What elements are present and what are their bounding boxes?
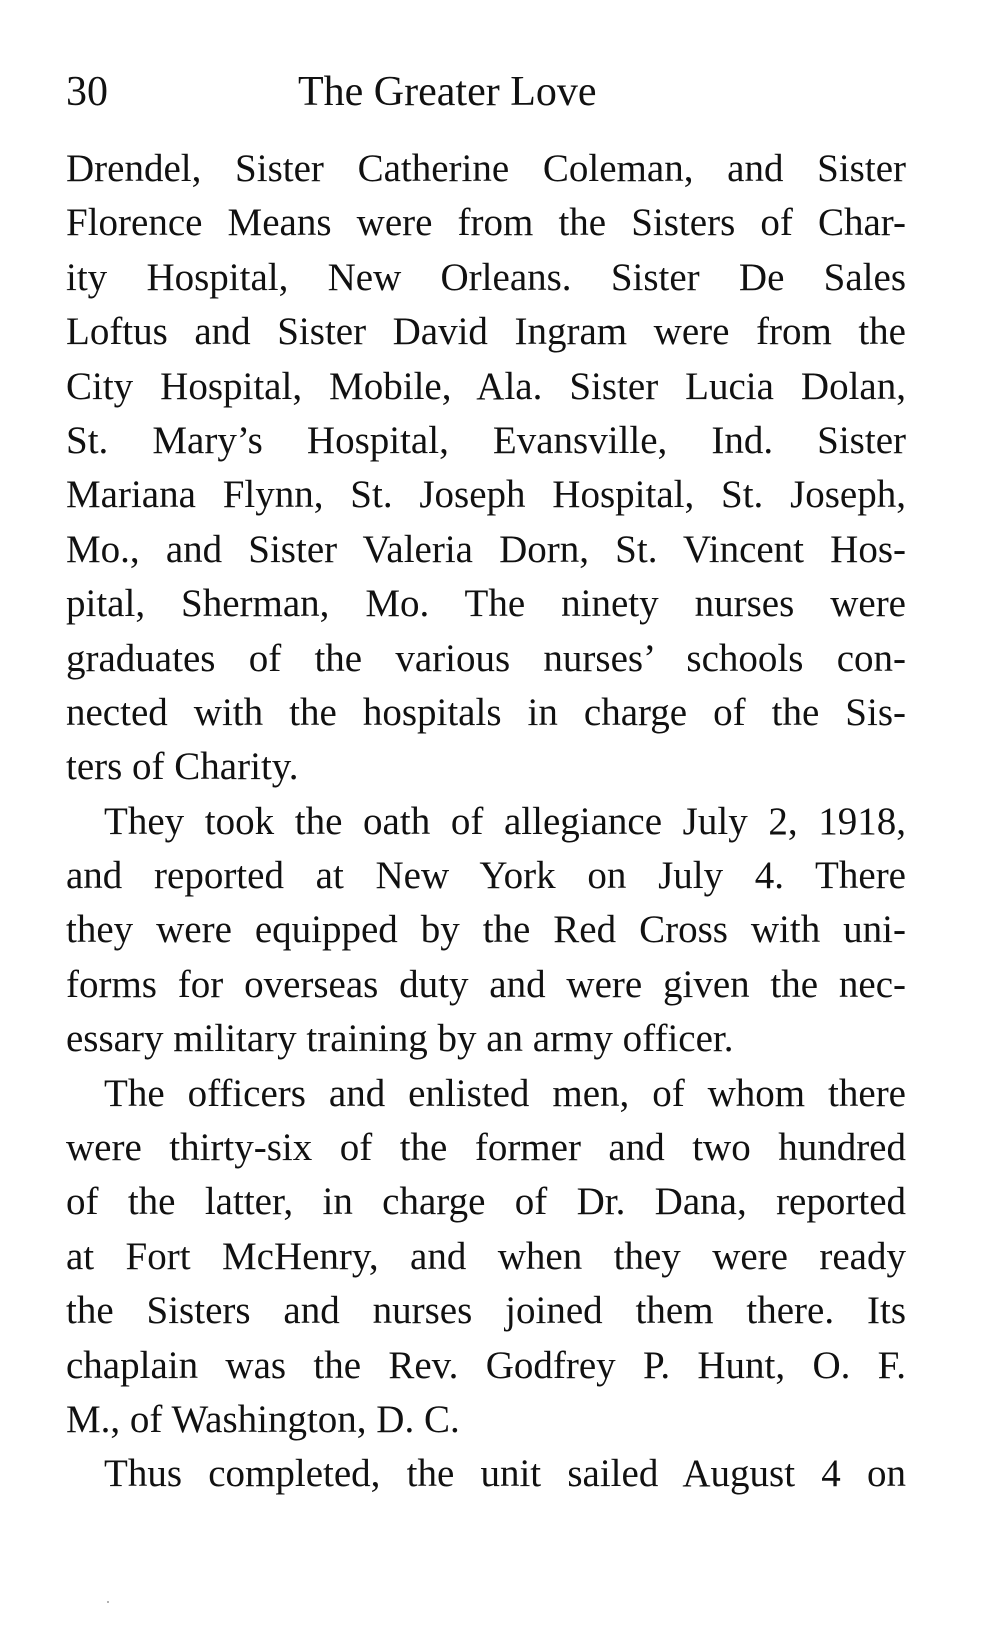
running-head xyxy=(66,62,906,122)
text-line: at Fort McHenry, and when they were ready xyxy=(66,1234,906,1278)
text-line: were thirty-six of the former and two hundred xyxy=(66,1126,906,1170)
text-line: ity Hospital, New Orleans. Sister De Sales xyxy=(66,255,906,299)
paragraph-officers xyxy=(66,1067,906,1448)
text-line: the Sisters and nurses joined them there. Its xyxy=(66,1289,906,1333)
text-line: Thus completed, the unit sailed August 4 on xyxy=(104,1452,906,1496)
text-line: City Hospital, Mobile, Ala. Sister Lucia Dolan, xyxy=(66,364,906,408)
text-line: nected with the hospitals in charge of the Sis- xyxy=(66,690,906,734)
body-text xyxy=(66,142,906,1502)
text-line: Drendel, Sister Catherine Coleman, and Sister xyxy=(66,147,906,190)
text-line: of the latter, in charge of Dr. Dana, reported xyxy=(66,1180,906,1224)
text-line: graduates of the various nurses’ schools con- xyxy=(66,636,906,680)
text-line: M., of Washington, D. C. xyxy=(66,1397,460,1441)
text-line: chaplain was the Rev. Godfrey P. Hunt, O. F. xyxy=(66,1343,906,1387)
text-line: pital, Sherman, Mo. The ninety nurses were xyxy=(66,582,906,626)
text-line: Mariana Flynn, St. Joseph Hospital, St. Joseph, xyxy=(66,473,906,517)
text-line: and reported at New York on July 4. There xyxy=(66,854,906,898)
paragraph-sailing xyxy=(66,1447,906,1501)
text-line: Florence Means were from the Sisters of Char- xyxy=(66,201,906,245)
text-line: they were equipped by the Red Cross with uni- xyxy=(66,908,906,952)
text-line: essary military training by an army officer. xyxy=(66,1017,734,1061)
text-line: The officers and enlisted men, of whom there xyxy=(104,1071,906,1115)
page-number: 30 xyxy=(66,69,108,115)
text-line: St. Mary’s Hospital, Evansville, Ind. Sister xyxy=(66,418,906,462)
text-line: ters of Charity. xyxy=(66,745,299,789)
text-line: Mo., and Sister Valeria Dorn, St. Vincent Hos- xyxy=(66,527,906,571)
text-line: Loftus and Sister David Ingram were from the xyxy=(66,310,906,354)
running-title: The Greater Love xyxy=(298,69,597,115)
text-line: They took the oath of allegiance July 2, 1918, xyxy=(104,799,906,843)
text-line: forms for overseas duty and were given the nec- xyxy=(66,962,906,1006)
print-speck xyxy=(107,1601,109,1603)
paragraph-continued xyxy=(66,142,906,795)
paragraph-oath xyxy=(66,795,906,1067)
